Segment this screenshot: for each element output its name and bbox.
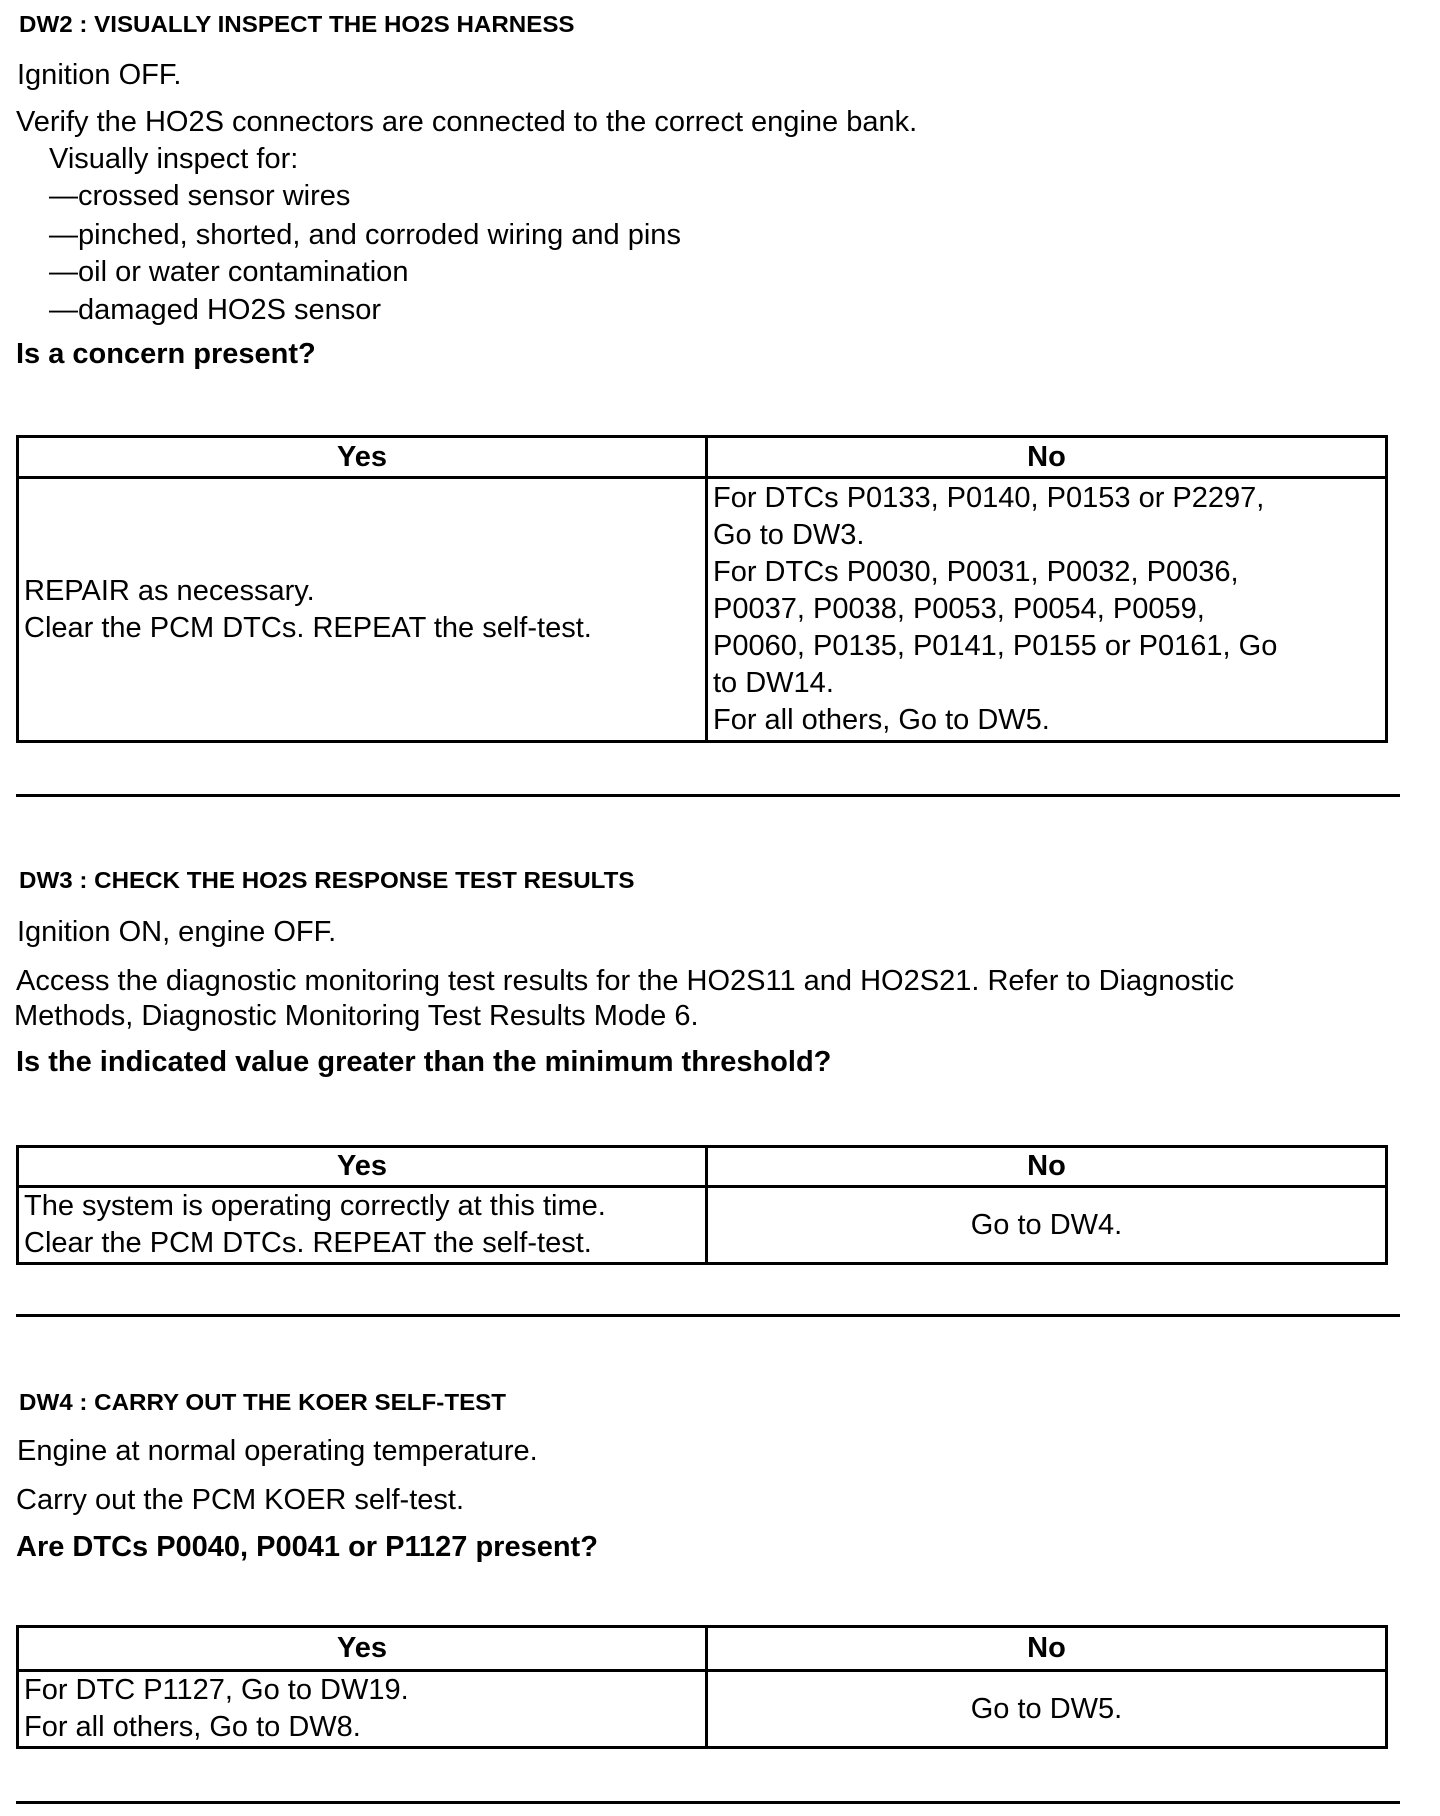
cell-line: P0060, P0135, P0141, P0155 or P0161, Go xyxy=(713,630,1278,662)
divider xyxy=(16,1801,1400,1804)
instruction: Engine at normal operating temperature. xyxy=(17,1435,538,1467)
yes-header: Yes xyxy=(18,1147,707,1187)
cell-line: For all others, Go to DW5. xyxy=(713,704,1050,736)
cell-line: For DTCs P0133, P0140, P0153 or P2297, xyxy=(713,482,1265,514)
divider xyxy=(16,794,1400,797)
cell-line: The system is operating correctly at this time. xyxy=(24,1190,606,1222)
divider xyxy=(16,1314,1400,1317)
list-item: —oil or water contamination xyxy=(49,256,409,288)
no-cell xyxy=(707,478,1387,742)
cell-line: Clear the PCM DTCs. REPEAT the self-test. xyxy=(24,1227,592,1259)
list-item: —pinched, shorted, and corroded wiring and pins xyxy=(49,219,681,251)
yes-cell xyxy=(18,1187,707,1264)
cell-line: For DTC P1127, Go to DW19. xyxy=(24,1674,409,1706)
no-cell: Go to DW5. xyxy=(707,1671,1387,1748)
yes-cell xyxy=(18,1671,707,1748)
yes-header: Yes xyxy=(18,437,707,478)
yes-header: Yes xyxy=(18,1627,707,1671)
instruction: Ignition ON, engine OFF. xyxy=(17,916,337,948)
instruction: Methods, Diagnostic Monitoring Test Results Mode 6. xyxy=(14,1000,699,1032)
cell-line: Clear the PCM DTCs. REPEAT the self-test. xyxy=(24,611,592,644)
cell-line: REPAIR as necessary. xyxy=(24,574,315,607)
instruction: Access the diagnostic monitoring test results for the HO2S11 and HO2S21. Refer to Diagnostic xyxy=(16,965,1235,997)
yes-cell xyxy=(18,478,707,742)
result-table xyxy=(16,1145,1388,1265)
list-item: —damaged HO2S sensor xyxy=(49,294,382,326)
list-item: —crossed sensor wires xyxy=(49,180,351,212)
cell-line: For all others, Go to DW8. xyxy=(24,1711,361,1743)
no-header: No xyxy=(707,437,1387,478)
instruction: Visually inspect for: xyxy=(49,143,299,175)
instruction: Ignition OFF. xyxy=(17,59,182,91)
instruction: Carry out the PCM KOER self-test. xyxy=(16,1484,465,1516)
question: Are DTCs P0040, P0041 or P1127 present? xyxy=(16,1531,598,1563)
result-table xyxy=(16,1625,1388,1749)
cell-line: to DW14. xyxy=(713,667,834,699)
no-header: No xyxy=(707,1147,1387,1187)
step-title: DW4 : CARRY OUT THE KOER SELF-TEST xyxy=(19,1389,507,1415)
cell-line: P0037, P0038, P0053, P0054, P0059, xyxy=(713,593,1205,625)
question: Is the indicated value greater than the minimum threshold? xyxy=(16,1046,832,1078)
question: Is a concern present? xyxy=(16,338,316,370)
no-cell: Go to DW4. xyxy=(707,1187,1387,1264)
step-title: DW3 : CHECK THE HO2S RESPONSE TEST RESULTS xyxy=(19,867,635,893)
cell-line: Go to DW3. xyxy=(713,519,865,551)
no-header: No xyxy=(707,1627,1387,1671)
step-title: DW2 : VISUALLY INSPECT THE HO2S HARNESS xyxy=(19,11,575,37)
instruction: Verify the HO2S connectors are connected to the correct engine bank. xyxy=(16,106,918,138)
result-table xyxy=(16,435,1388,743)
cell-line: For DTCs P0030, P0031, P0032, P0036, xyxy=(713,556,1239,588)
